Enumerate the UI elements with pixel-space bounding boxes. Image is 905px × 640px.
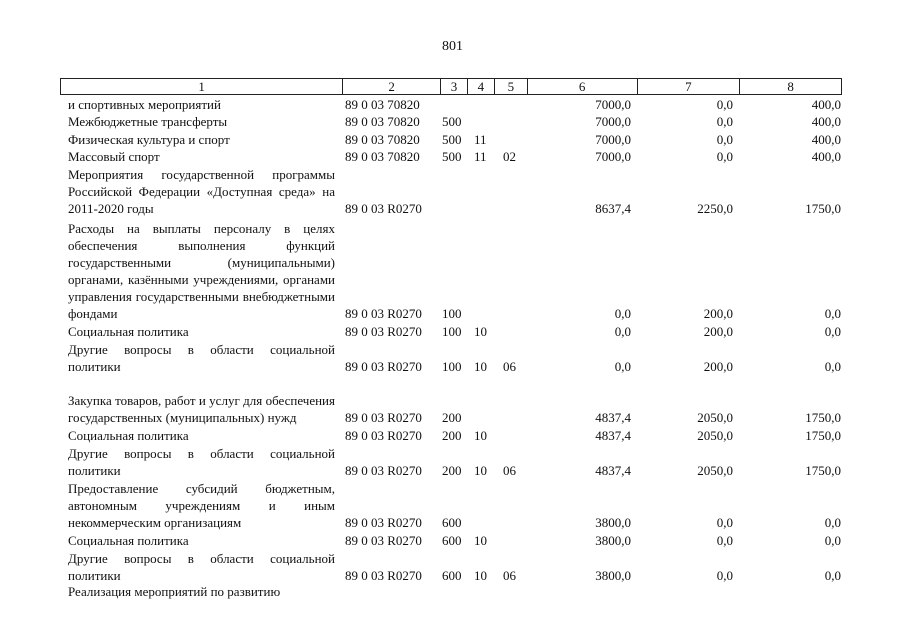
row-value-6: 4837,4 (595, 410, 631, 425)
row-rz: 10 (474, 324, 487, 339)
row-value-6: 4837,4 (595, 463, 631, 478)
row-value-7: 0,0 (716, 149, 733, 164)
row-code: 89 0 03 R0270 (345, 324, 422, 339)
row-value-8: 1750,0 (805, 428, 841, 443)
row-value-6: 0,0 (614, 306, 631, 321)
row-value-7: 0,0 (716, 515, 733, 530)
row-pr: 06 (503, 359, 516, 374)
page-number: 801 (442, 39, 463, 54)
row-vr: 600 (442, 515, 462, 530)
row-value-8: 400,0 (811, 132, 841, 147)
row-pr: 02 (503, 149, 516, 164)
row-value-7: 2250,0 (697, 201, 733, 216)
row-value-8: 1750,0 (805, 201, 841, 216)
row-value-6: 8637,4 (595, 201, 631, 216)
row-code: 89 0 03 R0270 (345, 428, 422, 443)
row-value-8: 1750,0 (805, 410, 841, 425)
row-rz: 11 (474, 149, 487, 164)
row-value-6: 0,0 (614, 359, 631, 374)
row-value-8: 0,0 (824, 324, 841, 339)
row-code: 89 0 03 70820 (345, 149, 420, 164)
row-vr: 600 (442, 533, 462, 548)
row-rz: 10 (474, 359, 487, 374)
row-value-8: 0,0 (824, 306, 841, 321)
header-col-6: 6 (527, 79, 637, 94)
row-name: Другие вопросы в области социальной политики (68, 551, 335, 583)
row-value-8: 0,0 (824, 515, 841, 530)
row-rz: 11 (474, 132, 487, 147)
row-code: 89 0 03 R0270 (345, 306, 422, 321)
header-col-3: 3 (440, 79, 467, 94)
row-code: 89 0 03 R0270 (345, 201, 422, 216)
row-value-7: 0,0 (716, 114, 733, 129)
row-value-6: 7000,0 (595, 149, 631, 164)
row-code: 89 0 03 R0270 (345, 410, 422, 425)
row-value-6: 7000,0 (595, 114, 631, 129)
row-value-7: 2050,0 (697, 410, 733, 425)
row-value-7: 200,0 (703, 359, 733, 374)
row-code: 89 0 03 R0270 (345, 463, 422, 478)
row-name: Другие вопросы в области социальной политики (68, 342, 335, 374)
row-name: и спортивных мероприятий (68, 97, 221, 112)
row-value-7: 200,0 (703, 306, 733, 321)
row-value-7: 0,0 (716, 132, 733, 147)
row-code: 89 0 03 70820 (345, 114, 420, 129)
row-vr: 500 (442, 114, 462, 129)
row-value-6: 7000,0 (595, 132, 631, 147)
row-name: Социальная политика (68, 428, 189, 443)
row-value-7: 2050,0 (697, 463, 733, 478)
row-value-7: 0,0 (716, 97, 733, 112)
row-vr: 100 (442, 324, 462, 339)
row-code: 89 0 03 R0270 (345, 533, 422, 548)
header-col-7: 7 (637, 79, 740, 94)
row-code: 89 0 03 70820 (345, 97, 420, 112)
row-value-6: 0,0 (614, 324, 631, 339)
header-col-5: 5 (494, 79, 527, 94)
row-vr: 100 (442, 306, 462, 321)
row-value-7: 0,0 (716, 568, 733, 583)
row-name: Реализация мероприятий по развитию (68, 584, 281, 599)
row-value-8: 400,0 (811, 97, 841, 112)
row-value-6: 3800,0 (595, 515, 631, 530)
row-vr: 200 (442, 428, 462, 443)
row-value-7: 200,0 (703, 324, 733, 339)
row-name: Массовый спорт (68, 149, 160, 164)
row-rz: 10 (474, 428, 487, 443)
header-col-2: 2 (342, 79, 440, 94)
header-col-4: 4 (467, 79, 494, 94)
row-vr: 500 (442, 132, 462, 147)
row-code: 89 0 03 70820 (345, 132, 420, 147)
row-value-6: 3800,0 (595, 533, 631, 548)
row-rz: 10 (474, 533, 487, 548)
row-name: Мероприятия государственной программы Российской Федерации «Доступная среда» на 2011-2020 годы (68, 167, 335, 216)
row-name: Расходы на выплаты персоналу в целях обеспечения выполнения функций государственными (муниципальными) органами, казёнными учреждениями, органами управления государственными внебюджетными фондами (68, 221, 335, 321)
row-value-8: 400,0 (811, 114, 841, 129)
row-value-8: 0,0 (824, 533, 841, 548)
row-name: Физическая культура и спорт (68, 132, 230, 147)
row-value-6: 3800,0 (595, 568, 631, 583)
row-value-8: 0,0 (824, 568, 841, 583)
row-vr: 200 (442, 463, 462, 478)
row-name: Социальная политика (68, 324, 189, 339)
row-vr: 200 (442, 410, 462, 425)
row-pr: 06 (503, 463, 516, 478)
row-name: Социальная политика (68, 533, 189, 548)
header-col-8: 8 (739, 79, 841, 94)
row-value-7: 0,0 (716, 533, 733, 548)
row-pr: 06 (503, 568, 516, 583)
row-name: Предоставление субсидий бюджетным, автономным учреждениям и иным некоммерческим организациям (68, 481, 335, 530)
row-vr: 100 (442, 359, 462, 374)
row-value-8: 0,0 (824, 359, 841, 374)
row-vr: 500 (442, 149, 462, 164)
row-name: Другие вопросы в области социальной политики (68, 446, 335, 478)
row-name: Межбюджетные трансферты (68, 114, 228, 129)
row-code: 89 0 03 R0270 (345, 359, 422, 374)
row-code: 89 0 03 R0270 (345, 568, 422, 583)
row-rz: 10 (474, 568, 487, 583)
row-value-6: 4837,4 (595, 428, 631, 443)
row-value-6: 7000,0 (595, 97, 631, 112)
row-vr: 600 (442, 568, 462, 583)
row-value-7: 2050,0 (697, 428, 733, 443)
row-code: 89 0 03 R0270 (345, 515, 422, 530)
row-rz: 10 (474, 463, 487, 478)
row-value-8: 1750,0 (805, 463, 841, 478)
header-col-1: 1 (198, 79, 205, 94)
row-name: Закупка товаров, работ и услуг для обеспечения государственных (муниципальных) нужд (68, 393, 335, 425)
row-value-8: 400,0 (811, 149, 841, 164)
